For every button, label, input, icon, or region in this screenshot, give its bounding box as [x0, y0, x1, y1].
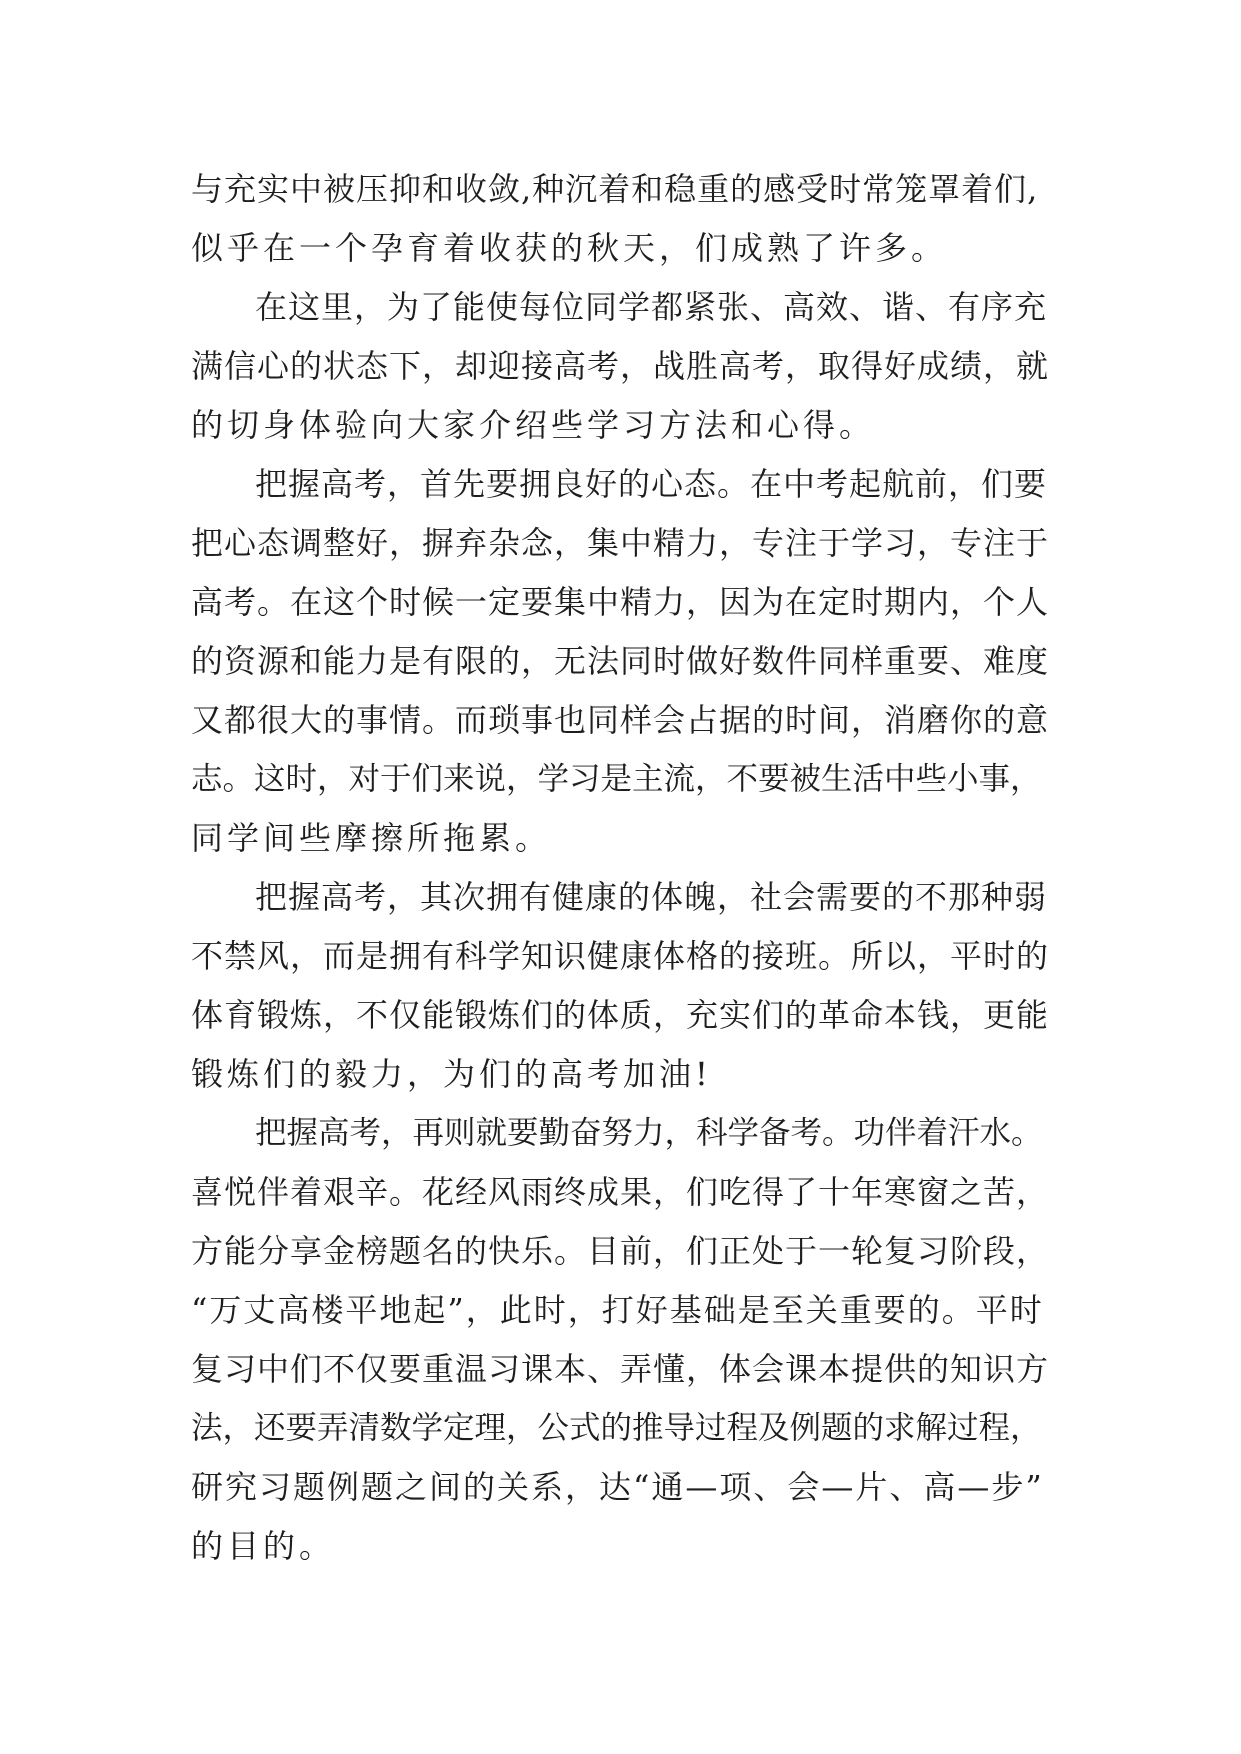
paragraph-line: 复习中们不仅要重温习课本、弄懂，体会课本提供的知识方	[191, 1350, 1050, 1388]
paragraph-1	[191, 160, 1051, 278]
paragraph-line: 方能分享金榜题名的快乐。目前，们正处于一轮复习阶段，	[191, 1232, 1050, 1270]
paragraph-line: 的目的。	[191, 1527, 336, 1565]
paragraph-line: 把握高考，首先要拥良好的心态。在中考起航前，们要	[255, 465, 1048, 503]
paragraph-line: 把握高考，再则就要勤奋努力，科学备考。功伴着汗水。	[255, 1115, 1043, 1151]
paragraph-line: 研究习题例题之间的关系，达“通—项、会—片、高—步”	[191, 1468, 1044, 1506]
paragraph-line: 喜悦伴着艰辛。花经风雨终成果，们吃得了十年寒窗之苦，	[191, 1173, 1050, 1211]
paragraph-line: 锻炼们的毅力，为们的高考加油!	[191, 1055, 712, 1093]
paragraph-line: 体育锻炼，不仅能锻炼们的体质，充实们的革命本钱，更能	[191, 996, 1050, 1034]
paragraph-line: 高考。在这个时候一定要集中精力，因为在定时期内，个人	[191, 583, 1050, 621]
paragraph-line: 的切身体验向大家介绍些学习方法和心得。	[191, 406, 876, 444]
paragraph-line: 不禁风，而是拥有科学知识健康体格的接班。所以，平时的	[191, 937, 1050, 975]
paragraph-line: 似乎在一个孕育着收获的秋天，们成熟了许多。	[191, 229, 948, 267]
paragraph-line: 满信心的状态下，却迎接高考，战胜高考，取得好成绩，就	[191, 347, 1050, 385]
paragraph-line: 又都很大的事情。而琐事也同样会占据的时间，消磨你的意	[191, 701, 1050, 739]
paragraph-4	[191, 868, 1051, 1104]
paragraph-3	[191, 455, 1051, 868]
document-body	[191, 160, 1051, 1576]
paragraph-line: 与充实中被压抑和收敛,种沉着和稳重的感受时常笼罩着们,	[191, 170, 1039, 208]
paragraph-5	[191, 1104, 1051, 1576]
paragraph-line: 在这里，为了能使每位同学都紧张、高效、谐、有序充	[255, 288, 1048, 326]
paragraph-line: “万丈高楼平地起”，此时，打好基础是至关重要的。平时	[191, 1291, 1044, 1329]
paragraph-line: 把握高考，其次拥有健康的体魄，社会需要的不那种弱	[255, 878, 1048, 916]
paragraph-line: 法，还要弄清数学定理，公式的推导过程及例题的求解过程，	[191, 1410, 1042, 1446]
paragraph-2	[191, 278, 1051, 455]
paragraph-line: 的资源和能力是有限的，无法同时做好数件同样重要、难度	[191, 642, 1050, 680]
paragraph-line: 志。这时，对于们来说，学习是主流，不要被生活中些小事，	[191, 761, 1042, 797]
paragraph-line: 把心态调整好，摒弃杂念，集中精力，专注于学习，专注于	[191, 524, 1050, 562]
paragraph-line: 同学间些摩擦所拖累。	[191, 819, 552, 857]
